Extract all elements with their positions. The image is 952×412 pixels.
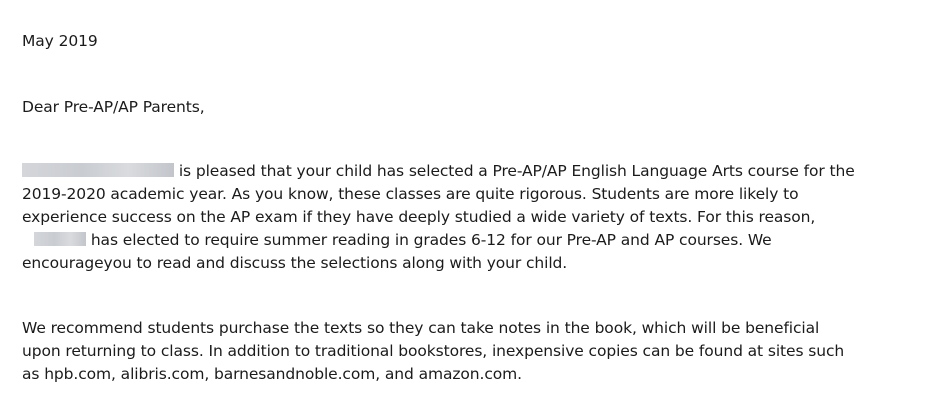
paragraph1-line4-text: has elected to require summer reading in grades 6-12 for our Pre-AP and AP courses. We xyxy=(90,231,772,249)
paragraph2-line2: upon returning to class. In addition to traditional bookstores, inexpensive copies can be found at sites such xyxy=(22,342,845,360)
paragraph1-line1-text: is pleased that your child has selected a Pre-AP/AP English Language Arts course for the xyxy=(178,162,855,180)
paragraph2-line3: as hpb.com, alibris.com, barnesandnoble.com, and amazon.com. xyxy=(22,365,522,383)
paragraph2-line1: We recommend students purchase the texts so they can take notes in the book, which will be beneficial xyxy=(22,319,820,337)
paragraph1-line3: experience success on the AP exam if they have deeply studied a wide variety of texts. For this reason, xyxy=(22,208,816,226)
paragraph1-line2: 2019-2020 academic year. As you know, these classes are quite rigorous. Students are more likely to xyxy=(22,185,799,203)
paragraph1-line4 xyxy=(22,229,772,251)
paragraph1-line1 xyxy=(22,160,855,182)
redacted-school-name xyxy=(22,163,174,177)
letter-date: May 2019 xyxy=(22,32,98,50)
redacted-district-name xyxy=(34,232,86,246)
paragraph1-line5: encourageyou to read and discuss the selections along with your child. xyxy=(22,254,568,272)
letter-salutation: Dear Pre-AP/AP Parents, xyxy=(22,98,205,116)
